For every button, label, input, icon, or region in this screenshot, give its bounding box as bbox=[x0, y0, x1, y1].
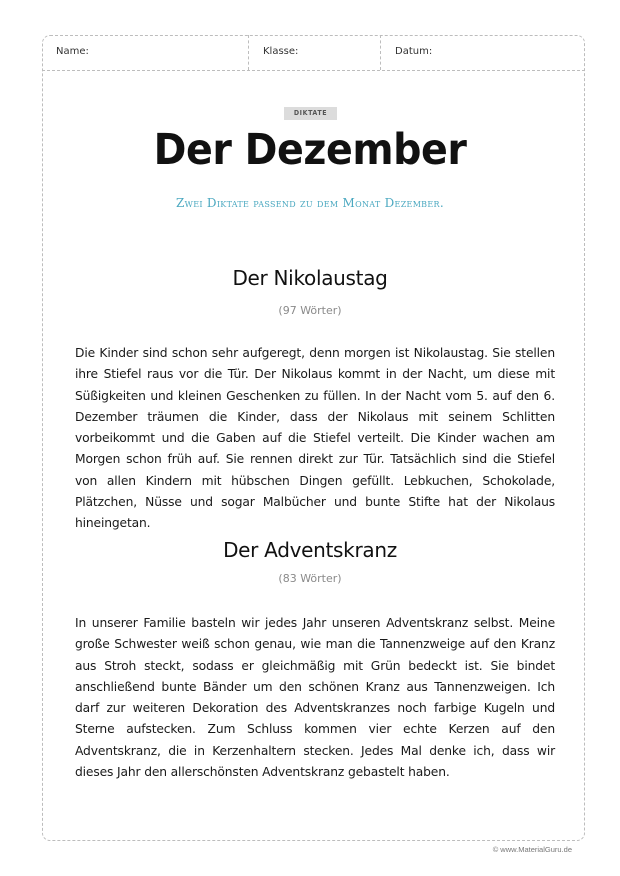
section-title-adventskranz: Der Adventskranz bbox=[223, 538, 397, 562]
word-count-nikolaustag: (97 Wörter) bbox=[278, 304, 342, 317]
page-subtitle: Zwei Diktate passend zu dem Monat Dezember. bbox=[176, 196, 444, 210]
klasse-label: Klasse: bbox=[263, 46, 299, 57]
copyright-notice: © www.MaterialGuru.de bbox=[492, 845, 572, 854]
student-info-header bbox=[42, 35, 585, 71]
klasse-field[interactable] bbox=[248, 35, 380, 70]
datum-field[interactable] bbox=[380, 35, 585, 70]
datum-label: Datum: bbox=[395, 46, 433, 57]
dictation-text-adventskranz: In unserer Familie basteln wir jedes Jahr unseren Adventskranz selbst. Meine große Schwester weiß schon genau, wie man die Tannenzweige auf den Kranz aus Stroh steckt, sodass er gleichmäßig mit Grün bedeckt ist. Sie bindet anschließend bunte Bänder um den schönen Kranz aus Tannenzweigen. Ich darf zur weiteren Dekoration des Adventskranzes noch farbige Kugeln und Sterne aufstecken. Zum Schluss kommen vier echte Kerzen auf den Adventskranz, die in Kerzenhaltern stecken. Jedes Mal denke ich, dass wir dieses Jahr den allerschönsten Adventskranz gebastelt haben. bbox=[75, 616, 555, 780]
name-label: Name: bbox=[56, 46, 89, 57]
dictation-text-nikolaustag: Die Kinder sind schon sehr aufgeregt, denn morgen ist Nikolaustag. Sie stellen ihre Stiefel raus vor die Tür. Der Nikolaus kommt in der Nacht, um diese mit Süßigkeiten und kleinen Geschenken zu füllen. In der Nacht vom 5. auf den 6. Dezember träumen die Kinder, dass der Nikolaus mit seinem Schlitten vorbeikommt und die Gaben auf die Stiefel verteilt. Die Kinder wachen am Morgen schon früh auf. Sie rennen direkt zur Tür. Tatsächlich sind die Stiefel von allen Kindern mit hübschen Dingen gefüllt. Lebkuchen, Schokolade, Plätzchen, Nüsse und sogar Malbücher und bunte Stifte hat der Nikolaus hineingetan. bbox=[75, 346, 555, 531]
section-title-nikolaustag: Der Nikolaustag bbox=[232, 266, 388, 290]
word-count-adventskranz: (83 Wörter) bbox=[278, 572, 342, 585]
page-title: Der Dezember bbox=[153, 125, 467, 175]
name-field[interactable] bbox=[42, 35, 248, 70]
category-tag: DIKTATE bbox=[284, 107, 337, 120]
